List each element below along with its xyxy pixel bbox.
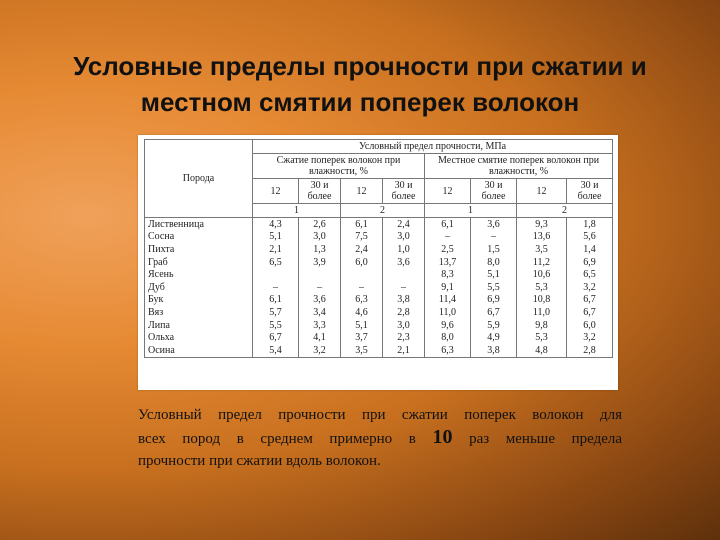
value-cell: 3,9 bbox=[299, 256, 341, 269]
value-cell: 10,6 bbox=[517, 268, 567, 281]
note-text bbox=[138, 404, 622, 472]
value-cell: 9,3 bbox=[517, 218, 567, 231]
value-cell: 9,8 bbox=[517, 319, 567, 332]
value-cell: – bbox=[383, 281, 425, 294]
value-cell: 3,8 bbox=[383, 294, 425, 307]
value-cell: 5,1 bbox=[341, 319, 383, 332]
slide-title bbox=[60, 48, 660, 120]
value-cell: 3,2 bbox=[299, 344, 341, 357]
value-cell bbox=[253, 268, 299, 281]
header-moisture: 12 bbox=[517, 179, 567, 204]
strength-table-card bbox=[138, 135, 618, 390]
value-cell: 4,3 bbox=[253, 218, 299, 231]
table-row bbox=[145, 294, 613, 307]
value-cell bbox=[383, 268, 425, 281]
header-moisture: 30 и более bbox=[471, 179, 517, 204]
value-cell: 8,0 bbox=[471, 256, 517, 269]
value-cell: 6,9 bbox=[471, 294, 517, 307]
value-cell: – bbox=[471, 231, 517, 244]
value-cell: 6,1 bbox=[341, 218, 383, 231]
header-moisture: 30 и более bbox=[299, 179, 341, 204]
value-cell: 2,4 bbox=[383, 218, 425, 231]
value-cell: 3,0 bbox=[383, 319, 425, 332]
value-cell: 6,9 bbox=[567, 256, 613, 269]
value-cell: 6,0 bbox=[341, 256, 383, 269]
value-cell: 5,6 bbox=[567, 231, 613, 244]
species-name-cell: Дуб bbox=[145, 281, 253, 294]
table-row bbox=[145, 331, 613, 344]
value-cell: 2,8 bbox=[567, 344, 613, 357]
value-cell: 6,7 bbox=[567, 294, 613, 307]
value-cell: 1,8 bbox=[567, 218, 613, 231]
value-cell: 5,1 bbox=[471, 268, 517, 281]
table-row bbox=[145, 218, 613, 231]
value-cell: 11,0 bbox=[517, 306, 567, 319]
header-species: Порода bbox=[145, 140, 253, 218]
value-cell: 2,3 bbox=[383, 331, 425, 344]
table-row bbox=[145, 268, 613, 281]
value-cell: 6,3 bbox=[425, 344, 471, 357]
table-row bbox=[145, 256, 613, 269]
value-cell: 6,5 bbox=[567, 268, 613, 281]
species-name-cell: Лиственница bbox=[145, 218, 253, 231]
value-cell: – bbox=[425, 231, 471, 244]
value-cell: 1,5 bbox=[471, 243, 517, 256]
value-cell: 10,8 bbox=[517, 294, 567, 307]
note-line-2 bbox=[138, 426, 622, 450]
value-cell: 7,5 bbox=[341, 231, 383, 244]
value-cell: 6,7 bbox=[567, 306, 613, 319]
value-cell: 3,6 bbox=[471, 218, 517, 231]
value-cell: 3,0 bbox=[299, 231, 341, 244]
table-row bbox=[145, 344, 613, 357]
species-name-cell: Вяз bbox=[145, 306, 253, 319]
header-moisture: 12 bbox=[253, 179, 299, 204]
header-type: 1 bbox=[253, 204, 341, 218]
header-moisture: 12 bbox=[341, 179, 383, 204]
value-cell: 3,4 bbox=[299, 306, 341, 319]
species-name-cell: Сосна bbox=[145, 231, 253, 244]
value-cell: 5,9 bbox=[471, 319, 517, 332]
species-name-cell: Ольха bbox=[145, 331, 253, 344]
value-cell: 4,9 bbox=[471, 331, 517, 344]
header-group-compression: Сжатие поперек волокон при влажности, % bbox=[253, 154, 425, 179]
value-cell: 5,3 bbox=[517, 281, 567, 294]
value-cell: 3,3 bbox=[299, 319, 341, 332]
value-cell: 4,1 bbox=[299, 331, 341, 344]
header-group-crushing: Местное смятие поперек волокон при влажности, % bbox=[425, 154, 613, 179]
species-name-cell: Бук bbox=[145, 294, 253, 307]
value-cell: 5,5 bbox=[471, 281, 517, 294]
header-type: 1 bbox=[425, 204, 517, 218]
value-cell: 2,1 bbox=[383, 344, 425, 357]
value-cell: 6,0 bbox=[567, 319, 613, 332]
note-line-3: прочности при сжатии вдоль волокон. bbox=[138, 453, 381, 469]
value-cell: 3,0 bbox=[383, 231, 425, 244]
table-row bbox=[145, 306, 613, 319]
value-cell: 11,0 bbox=[425, 306, 471, 319]
header-main: Условный предел прочности, МПа bbox=[253, 140, 613, 154]
note-line-1: Условный предел прочности при сжатии поперек волокон для bbox=[138, 407, 622, 423]
value-cell: 9,1 bbox=[425, 281, 471, 294]
value-cell bbox=[341, 268, 383, 281]
value-cell: 3,2 bbox=[567, 331, 613, 344]
value-cell: 11,4 bbox=[425, 294, 471, 307]
value-cell: 5,7 bbox=[253, 306, 299, 319]
value-cell: 6,1 bbox=[425, 218, 471, 231]
slide-title-line-2: местном смятии поперек волокон bbox=[140, 87, 580, 117]
value-cell: 5,4 bbox=[253, 344, 299, 357]
header-type: 2 bbox=[341, 204, 425, 218]
value-cell: 11,2 bbox=[517, 256, 567, 269]
value-cell: 6,7 bbox=[471, 306, 517, 319]
header-type: 2 bbox=[517, 204, 613, 218]
table-row bbox=[145, 319, 613, 332]
value-cell: 3,2 bbox=[567, 281, 613, 294]
value-cell: 5,5 bbox=[253, 319, 299, 332]
value-cell: 3,8 bbox=[471, 344, 517, 357]
table-row bbox=[145, 243, 613, 256]
value-cell bbox=[299, 268, 341, 281]
value-cell: 2,1 bbox=[253, 243, 299, 256]
strength-table bbox=[144, 139, 613, 358]
value-cell: 3,5 bbox=[341, 344, 383, 357]
header-moisture: 30 и более bbox=[383, 179, 425, 204]
table-row bbox=[145, 281, 613, 294]
value-cell: 9,6 bbox=[425, 319, 471, 332]
value-cell: – bbox=[341, 281, 383, 294]
species-name-cell: Осина bbox=[145, 344, 253, 357]
value-cell: 6,1 bbox=[253, 294, 299, 307]
value-cell: 5,1 bbox=[253, 231, 299, 244]
value-cell: 5,3 bbox=[517, 331, 567, 344]
value-cell: 8,0 bbox=[425, 331, 471, 344]
note-number: 10 bbox=[432, 426, 453, 448]
value-cell: 3,7 bbox=[341, 331, 383, 344]
value-cell: 6,5 bbox=[253, 256, 299, 269]
header-moisture: 30 и более bbox=[567, 179, 613, 204]
value-cell: 2,5 bbox=[425, 243, 471, 256]
table-body bbox=[145, 218, 613, 358]
value-cell: – bbox=[299, 281, 341, 294]
species-name-cell: Липа bbox=[145, 319, 253, 332]
value-cell: 4,6 bbox=[341, 306, 383, 319]
value-cell: 1,3 bbox=[299, 243, 341, 256]
value-cell: 6,7 bbox=[253, 331, 299, 344]
value-cell: – bbox=[253, 281, 299, 294]
species-name-cell: Граб bbox=[145, 256, 253, 269]
value-cell: 13,6 bbox=[517, 231, 567, 244]
value-cell: 2,8 bbox=[383, 306, 425, 319]
species-name-cell: Пихта bbox=[145, 243, 253, 256]
value-cell: 13,7 bbox=[425, 256, 471, 269]
value-cell: 2,4 bbox=[341, 243, 383, 256]
value-cell: 8,3 bbox=[425, 268, 471, 281]
species-name-cell: Ясень bbox=[145, 268, 253, 281]
note-line-2-start: всех пород в среднем примерно в bbox=[138, 431, 416, 447]
value-cell: 1,0 bbox=[383, 243, 425, 256]
value-cell: 6,3 bbox=[341, 294, 383, 307]
value-cell: 3,6 bbox=[383, 256, 425, 269]
value-cell: 3,5 bbox=[517, 243, 567, 256]
table-row bbox=[145, 231, 613, 244]
value-cell: 1,4 bbox=[567, 243, 613, 256]
header-moisture: 12 bbox=[425, 179, 471, 204]
slide-title-line-1: Условные пределы прочности при сжатии и bbox=[73, 51, 647, 81]
value-cell: 4,8 bbox=[517, 344, 567, 357]
note-line-2-end: раз меньше предела bbox=[469, 431, 623, 447]
value-cell: 3,6 bbox=[299, 294, 341, 307]
value-cell: 2,6 bbox=[299, 218, 341, 231]
